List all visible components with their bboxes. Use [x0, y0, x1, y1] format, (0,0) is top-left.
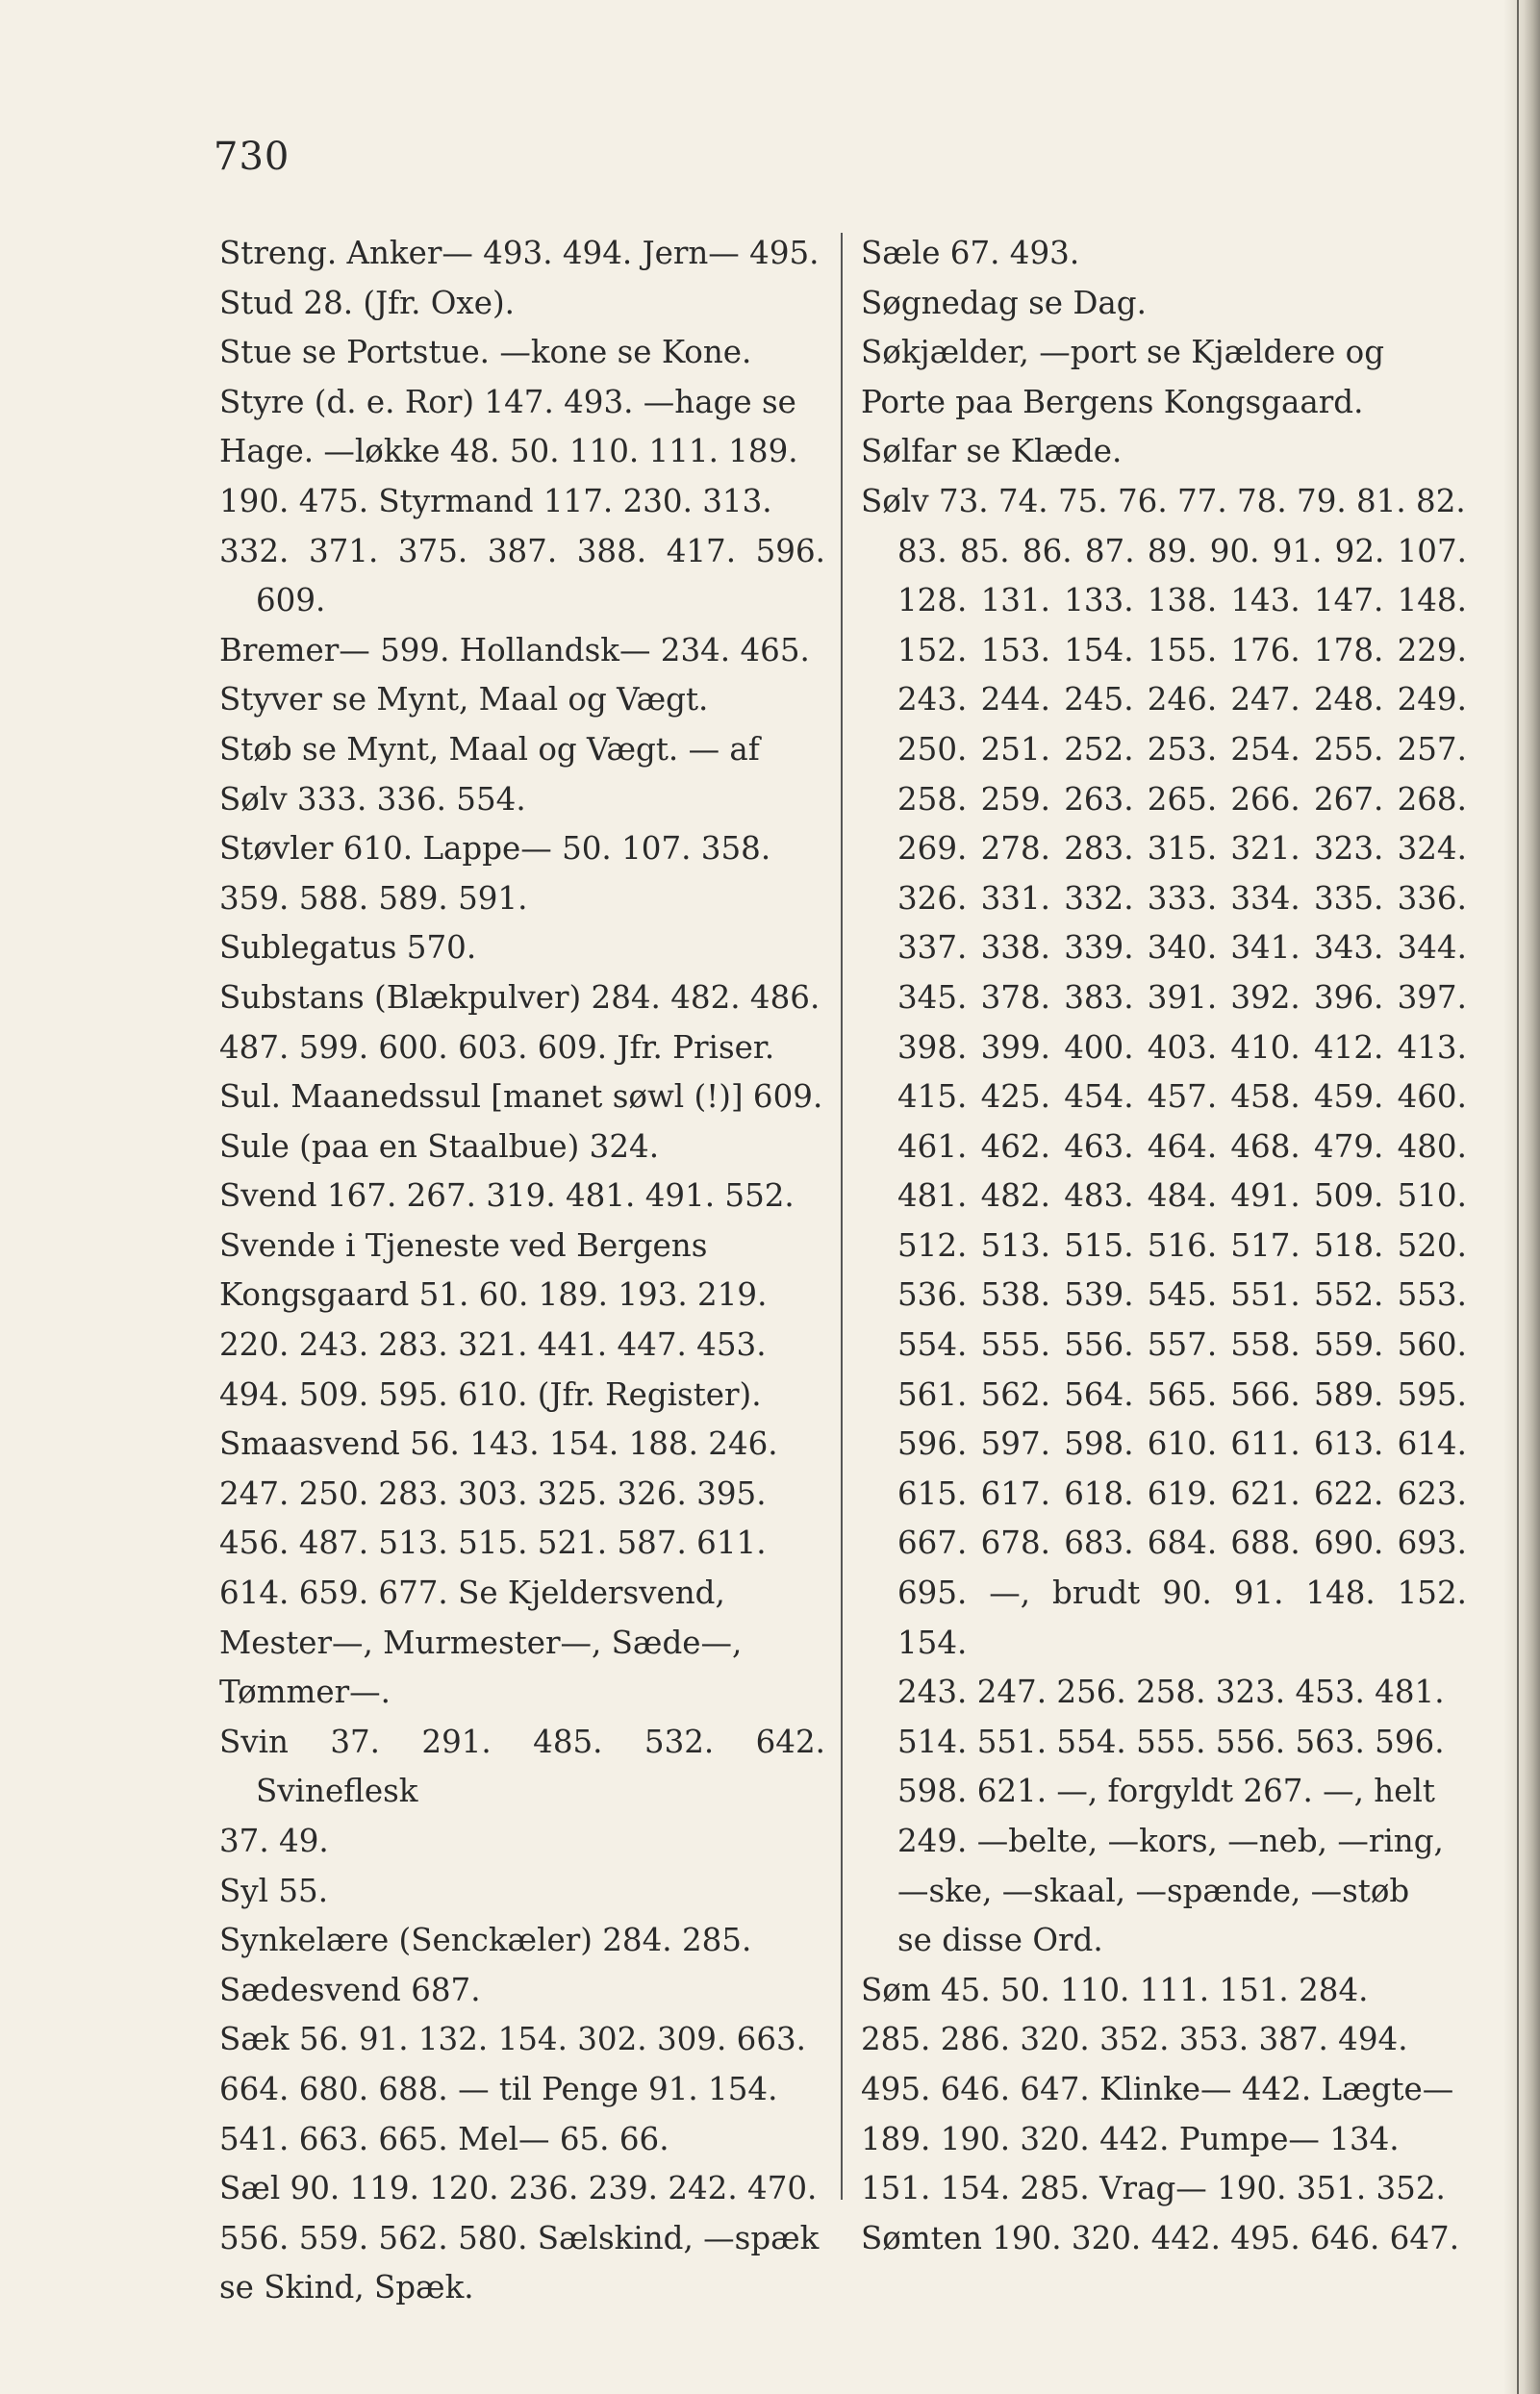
entry-line: 695. —, brudt 90. 91. 148. 152. 154.: [897, 1575, 1467, 1661]
entry-line: Tømmer—.: [219, 1674, 391, 1711]
index-entry: [219, 824, 825, 923]
page-reference: 520.: [1397, 1226, 1467, 1264]
index-entry: [219, 725, 825, 824]
page-reference: 258.: [897, 780, 968, 818]
entry-line: Sæk 56. 91. 132. 154. 302. 309. 663.: [219, 2021, 807, 2058]
page-reference: 690.: [1313, 1525, 1384, 1562]
page-reference: 326.: [897, 879, 968, 917]
page-reference: 552.: [1313, 1276, 1384, 1314]
entry-line: 614. 659. 677. Se Kjeldersvend,: [219, 1575, 725, 1612]
page-reference: 133.: [1064, 582, 1134, 619]
index-entry: [861, 1966, 1467, 2264]
page-reference: 553.: [1397, 1276, 1467, 1314]
page-reference: 545.: [1147, 1276, 1218, 1314]
page-reference: 412.: [1313, 1028, 1384, 1066]
number-row: [861, 626, 1467, 676]
number-row: [861, 1023, 1467, 1073]
entry-line: Substans (Blækpulver) 284. 482. 486.: [219, 978, 820, 1016]
number-row: [861, 874, 1467, 924]
page-reference: 267.: [1313, 780, 1384, 818]
page-reference: 564.: [1064, 1375, 1134, 1413]
page-reference: 460.: [1397, 1078, 1467, 1116]
entry-line: 332. 371. 375. 387. 388. 417. 596. 609.: [219, 532, 825, 619]
page-reference: 551.: [1230, 1276, 1300, 1314]
index-entry: [219, 1172, 825, 1718]
entry-line: Smaasvend 56. 143. 154. 188. 246.: [219, 1425, 778, 1463]
number-row: [861, 973, 1467, 1023]
page-reference: 597.: [980, 1425, 1050, 1463]
page-reference: 484.: [1147, 1177, 1218, 1215]
entry-line: 556. 559. 562. 580. Sælskind, —spæk: [219, 2219, 820, 2256]
page-reference: 248.: [1313, 681, 1384, 718]
page-reference: 688.: [1230, 1525, 1300, 1562]
entry-line: Søgnedag se Dag.: [861, 284, 1147, 321]
entry-line: se Skind, Spæk.: [219, 2269, 474, 2306]
page-reference: 693.: [1397, 1525, 1467, 1562]
page-reference: 335.: [1313, 879, 1384, 917]
page-reference: 128.: [897, 582, 968, 619]
page-reference: 333.: [1147, 879, 1218, 917]
page-reference: 678.: [980, 1525, 1050, 1562]
number-row: [861, 1470, 1467, 1520]
entry-line: 664. 680. 688. — til Penge 91. 154.: [219, 2070, 778, 2107]
page-reference: 383.: [1064, 978, 1134, 1016]
page-reference: 613.: [1313, 1425, 1384, 1463]
column-divider: [841, 233, 843, 2200]
page-reference: 611.: [1230, 1425, 1300, 1463]
page-reference: 491.: [1230, 1177, 1300, 1215]
index-entry: [219, 973, 825, 1072]
page-reference: 513.: [980, 1226, 1050, 1264]
entry-line: Mester—, Murmester—, Sæde—,: [219, 1624, 743, 1661]
page-reference: 558.: [1230, 1326, 1300, 1364]
number-row: [861, 1172, 1467, 1222]
entry-line: 598. 621. —, forgyldt 267. —, helt: [897, 1773, 1435, 1810]
index-entry: [861, 427, 1467, 477]
entry-line: Sølv 333. 336. 554.: [219, 780, 526, 818]
page-reference: 252.: [1064, 730, 1134, 768]
entry-line: Stue se Portstue. —kone se Kone.: [219, 334, 752, 371]
index-entry: [219, 1916, 825, 1966]
page-reference: 617.: [980, 1474, 1050, 1512]
page-reference: 518.: [1313, 1226, 1384, 1264]
page-reference: 400.: [1064, 1028, 1134, 1066]
index-entry: [219, 229, 825, 279]
page-reference: 91.: [1272, 532, 1323, 569]
page-reference: 397.: [1397, 978, 1467, 1016]
left-column: [219, 229, 825, 2313]
number-row: [861, 1371, 1467, 1421]
entry-line: Synkelære (Senckæler) 284. 285.: [219, 1922, 752, 1959]
entry-line: 359. 588. 589. 591.: [219, 879, 528, 917]
page-reference: 331.: [980, 879, 1050, 917]
page-reference: 512.: [897, 1226, 968, 1264]
entry-line: Sule (paa en Staalbue) 324.: [219, 1127, 660, 1165]
index-entry: [861, 279, 1467, 329]
entry-line: 494. 509. 595. 610. (Jfr. Register).: [219, 1375, 762, 1413]
page-reference: 463.: [1064, 1127, 1134, 1165]
index-entry: [219, 1718, 825, 1867]
entry-line: se disse Ord.: [897, 1922, 1103, 1959]
entry-line: 487. 599. 600. 603. 609. Jfr. Priser.: [219, 1028, 775, 1066]
page-reference: 560.: [1397, 1326, 1467, 1364]
page-reference: 263.: [1064, 780, 1134, 818]
page-reference: 332.: [1064, 879, 1134, 917]
page-reference: 92.: [1334, 532, 1385, 569]
page-reference: 403.: [1147, 1028, 1218, 1066]
page-reference: 269.: [897, 830, 968, 868]
page-reference: 392.: [1230, 978, 1300, 1016]
page-reference: 249.: [1397, 681, 1467, 718]
page-reference: 561.: [897, 1375, 968, 1413]
page-reference: 178.: [1313, 631, 1384, 668]
page-reference: 538.: [980, 1276, 1050, 1314]
page-reference: 138.: [1147, 582, 1218, 619]
page-reference: 479.: [1313, 1127, 1384, 1165]
entry-line: 190. 475. Styrmand 117. 230. 313.: [219, 482, 772, 519]
index-entry: [219, 1122, 825, 1172]
page-reference: 152.: [897, 631, 968, 668]
page-reference: 509.: [1313, 1177, 1384, 1215]
page-reference: 398.: [897, 1028, 968, 1066]
page-reference: 598.: [1064, 1425, 1134, 1463]
page-reference: 265.: [1147, 780, 1218, 818]
page-edge-shadow: [1503, 0, 1540, 2394]
page-reference: 278.: [980, 830, 1050, 868]
page-reference: 464.: [1147, 1127, 1218, 1165]
page-reference: 614.: [1397, 1425, 1467, 1463]
entry-line: Svende i Tjeneste ved Bergens: [219, 1226, 708, 1264]
entry-line: Porte paa Bergens Kongsgaard.: [861, 383, 1364, 420]
page-reference: 562.: [980, 1375, 1050, 1413]
page-reference: 425.: [980, 1078, 1050, 1116]
entry-line: Stud 28. (Jfr. Oxe).: [219, 284, 515, 321]
page-reference: 154.: [1064, 631, 1134, 668]
index-entry: [219, 2015, 825, 2164]
page-reference: 399.: [980, 1028, 1050, 1066]
page-reference: 323.: [1313, 830, 1384, 868]
entry-line: 247. 250. 283. 303. 325. 326. 395.: [219, 1474, 767, 1512]
page-reference: 147.: [1313, 582, 1384, 619]
page-reference: 253.: [1147, 730, 1218, 768]
page-reference: 413.: [1397, 1028, 1467, 1066]
right-column: [861, 229, 1467, 2263]
entry-line: —ske, —skaal, —spænde, —støb: [897, 1872, 1410, 1909]
page-reference: 410.: [1230, 1028, 1300, 1066]
entry-line: 514. 551. 554. 555. 556. 563. 596.: [897, 1723, 1445, 1760]
entry-line: Hage. —løkke 48. 50. 110. 111. 189.: [219, 433, 798, 470]
page-reference: 618.: [1064, 1474, 1134, 1512]
entry-line: 37. 49.: [219, 1823, 329, 1859]
page-reference: 338.: [980, 929, 1050, 967]
entry-line: Bremer— 599. Hollandsk— 234. 465.: [219, 631, 810, 668]
page-reference: 85.: [959, 532, 1010, 569]
index-entry: [219, 279, 825, 329]
page-reference: 153.: [980, 631, 1050, 668]
entry-line: Sul. Maanedssul [manet søwl (!)] 609.: [219, 1078, 823, 1116]
page-reference: 283.: [1064, 830, 1134, 868]
entry-line: Svin 37. 291. 485. 532. 642. Svineflesk: [219, 1723, 825, 1810]
entry-line: Støb se Mynt, Maal og Vægt. — af: [219, 730, 760, 768]
entry-line: Sølv 73. 74. 75. 76. 77. 78. 79. 81. 82.: [861, 482, 1466, 519]
page-reference: 257.: [1397, 730, 1467, 768]
entry-line: 243. 247. 256. 258. 323. 453. 481.: [897, 1674, 1445, 1711]
page-reference: 595.: [1397, 1375, 1467, 1413]
page-reference: 254.: [1230, 730, 1300, 768]
page-reference: 83.: [897, 532, 947, 569]
index-entry-solv-continued: [861, 1569, 1467, 1966]
page-reference: 621.: [1230, 1474, 1300, 1512]
number-row: [861, 1072, 1467, 1122]
number-row: [861, 675, 1467, 725]
page-reference: 131.: [980, 582, 1050, 619]
page-reference: 565.: [1147, 1375, 1218, 1413]
page-number: 730: [214, 135, 290, 179]
page-reference: 143.: [1230, 582, 1300, 619]
number-row: [861, 923, 1467, 973]
page-reference: 589.: [1313, 1375, 1384, 1413]
page-reference: 480.: [1397, 1127, 1467, 1165]
entry-line: Streng. Anker— 493. 494. Jern— 495.: [219, 235, 820, 271]
page-reference: 247.: [1230, 681, 1300, 718]
entry-line: Kongsgaard 51. 60. 189. 193. 219.: [219, 1276, 768, 1314]
entry-line: Sæle 67. 493.: [861, 235, 1080, 271]
page-reference: 344.: [1397, 929, 1467, 967]
page-reference: 341.: [1230, 929, 1300, 967]
page-reference: 87.: [1084, 532, 1135, 569]
number-row: [861, 527, 1467, 577]
page-reference: 155.: [1147, 631, 1218, 668]
page-reference: 462.: [980, 1127, 1050, 1165]
entry-line: 189. 190. 320. 442. Pumpe— 134.: [861, 2120, 1400, 2157]
number-row: [861, 1519, 1467, 1569]
entry-line: Søkjælder, —port se Kjældere og: [861, 334, 1385, 371]
entry-line: Styver se Mynt, Maal og Vægt.: [219, 681, 709, 718]
index-entry: [219, 378, 825, 676]
page-reference: 536.: [897, 1276, 968, 1314]
number-row: [861, 1321, 1467, 1371]
page-reference: 176.: [1230, 631, 1300, 668]
entry-line: 151. 154. 285. Vrag— 190. 351. 352.: [861, 2170, 1446, 2207]
page-reference: 557.: [1147, 1326, 1218, 1364]
index-entry: [219, 1072, 825, 1122]
page-reference: 245.: [1064, 681, 1134, 718]
page-reference: 324.: [1397, 830, 1467, 868]
page-reference: 259.: [980, 780, 1050, 818]
page-reference: 459.: [1313, 1078, 1384, 1116]
page-reference: 482.: [980, 1177, 1050, 1215]
page-reference: 244.: [980, 681, 1050, 718]
page-reference: 340.: [1147, 929, 1218, 967]
entry-line: Svend 167. 267. 319. 481. 491. 552.: [219, 1177, 795, 1215]
page-reference: 622.: [1313, 1474, 1384, 1512]
page-reference: 86.: [1022, 532, 1073, 569]
page-reference: 337.: [897, 929, 968, 967]
entry-line: Sømten 190. 320. 442. 495. 646. 647.: [861, 2219, 1460, 2256]
page-reference: 515.: [1064, 1226, 1134, 1264]
page-reference: 461.: [897, 1127, 968, 1165]
page-reference: 343.: [1313, 929, 1384, 967]
page-reference: 615.: [897, 1474, 968, 1512]
page-reference: 667.: [897, 1525, 968, 1562]
index-entry: [219, 2164, 825, 2313]
page-reference: 321.: [1230, 830, 1300, 868]
page-reference: 251.: [980, 730, 1050, 768]
page-reference: 229.: [1397, 631, 1467, 668]
page-reference: 336.: [1397, 879, 1467, 917]
page-reference: 391.: [1147, 978, 1218, 1016]
entry-line: Styre (d. e. Ror) 147. 493. —hage se: [219, 383, 796, 420]
number-row: [861, 1222, 1467, 1272]
page-reference: 90.: [1209, 532, 1260, 569]
page-reference: 378.: [980, 978, 1050, 1016]
number-row: [861, 775, 1467, 825]
page-reference: 596.: [897, 1425, 968, 1463]
entry-line: 456. 487. 513. 515. 521. 587. 611.: [219, 1525, 767, 1562]
page-reference: 148.: [1397, 582, 1467, 619]
number-row: [861, 725, 1467, 775]
index-entry: [219, 1867, 825, 1917]
page-reference: 610.: [1147, 1425, 1218, 1463]
page-edge-line: [1517, 0, 1519, 2394]
page-reference: 555.: [980, 1326, 1050, 1364]
page-reference: 396.: [1313, 978, 1384, 1016]
index-entry: [861, 229, 1467, 279]
page-reference: 623.: [1397, 1474, 1467, 1512]
entry-line: 285. 286. 320. 352. 353. 387. 494.: [861, 2021, 1408, 2058]
page-reference: 483.: [1064, 1177, 1134, 1215]
index-entry: [219, 1966, 825, 2016]
page-reference: 250.: [897, 730, 968, 768]
page-reference: 554.: [897, 1326, 968, 1364]
page-reference: 619.: [1147, 1474, 1218, 1512]
index-entry: [219, 923, 825, 973]
page-reference: 345.: [897, 978, 968, 1016]
page-reference: 457.: [1147, 1078, 1218, 1116]
number-row: [861, 1271, 1467, 1321]
entry-line: Sæl 90. 119. 120. 236. 239. 242. 470.: [219, 2170, 818, 2207]
number-row: [861, 1420, 1467, 1470]
page-reference: 556.: [1064, 1326, 1134, 1364]
page-reference: 415.: [897, 1078, 968, 1116]
page-reference: 481.: [897, 1177, 968, 1215]
entry-line: 541. 663. 665. Mel— 65. 66.: [219, 2120, 669, 2157]
number-row: [861, 824, 1467, 874]
page-reference: 246.: [1147, 681, 1218, 718]
page-reference: 458.: [1230, 1078, 1300, 1116]
entry-line: Støvler 610. Lappe— 50. 107. 358.: [219, 830, 771, 868]
page-reference: 539.: [1064, 1276, 1134, 1314]
page-reference: 89.: [1147, 532, 1198, 569]
index-entry: [861, 328, 1467, 427]
entry-line: 220. 243. 283. 321. 441. 447. 453.: [219, 1326, 767, 1364]
number-row: [861, 1122, 1467, 1172]
entry-line: 249. —belte, —kors, —neb, —ring,: [897, 1823, 1444, 1859]
page-reference: 243.: [897, 681, 968, 718]
page-reference: 516.: [1147, 1226, 1218, 1264]
entry-line: Syl 55.: [219, 1872, 329, 1909]
page-reference: 255.: [1313, 730, 1384, 768]
page-reference: 268.: [1397, 780, 1467, 818]
index-entry: [219, 328, 825, 378]
number-row: [861, 576, 1467, 626]
page-reference: 266.: [1230, 780, 1300, 818]
page-reference: 510.: [1397, 1177, 1467, 1215]
entry-line: Søm 45. 50. 110. 111. 151. 284.: [861, 1971, 1369, 2008]
page-reference: 334.: [1230, 879, 1300, 917]
page-reference: 315.: [1147, 830, 1218, 868]
index-entry: [219, 675, 825, 725]
page-reference: 566.: [1230, 1375, 1300, 1413]
entry-line: Sædesvend 687.: [219, 1971, 481, 2008]
page-reference: 559.: [1313, 1326, 1384, 1364]
index-entry-solv: [861, 477, 1467, 527]
page-reference: 339.: [1064, 929, 1134, 967]
page-reference: 107.: [1397, 532, 1467, 569]
entry-line: Sublegatus 570.: [219, 929, 477, 967]
page-reference: 517.: [1230, 1226, 1300, 1264]
entry-line: Sølfar se Klæde.: [861, 433, 1123, 470]
entry-line: 495. 646. 647. Klinke— 442. Lægte—: [861, 2070, 1454, 2107]
page-reference: 468.: [1230, 1127, 1300, 1165]
page-reference: 683.: [1064, 1525, 1134, 1562]
page-reference: 684.: [1147, 1525, 1218, 1562]
page-reference: 454.: [1064, 1078, 1134, 1116]
